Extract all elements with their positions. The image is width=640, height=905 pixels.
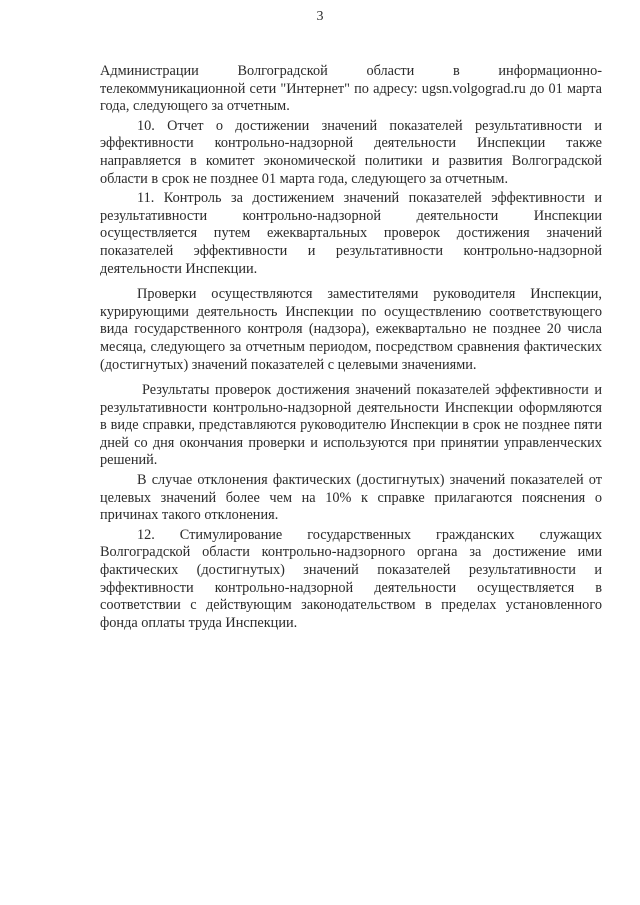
paragraph-inspections: Проверки осуществляются заместителями руководителя Инспекции, курирующими деятельность Инспекции по осуществлению соответствующего вида государственного контроля (надзора), ежеквартально не позднее 20 числа месяца, следующего за отчетным периодом, посредством сравнения фактических (достигнутых) значений показателей с целевыми значениями. bbox=[100, 286, 602, 373]
paragraph-item-12: 12. Стимулирование государственных гражданских служащих Волгоградской области контрольно-надзорного органа за достижение ими фактических (достигнутых) значений показателей результативности и эффективности контрольно-надзорной деятельности осуществляется в соответствии с действующим законодательством в пределах установленного фонда оплаты труда Инспекции. bbox=[100, 526, 602, 631]
paragraph-continuation: Администрации Волгоградской области в информационно-телекоммуникационной сети "Интернет" по адресу: ugsn.volgograd.ru до 01 марта года, следующего за отчетным. bbox=[100, 63, 602, 115]
document-body bbox=[100, 63, 602, 632]
paragraph-inspection-results: Результаты проверок достижения значений показателей эффективности и результативности контрольно-надзорной деятельности Инспекции оформляются в виде справки, представляются руководителю Инспекции в срок не позднее пяти дней со дня окончания проверки и используются при принятии управленческих решений. bbox=[100, 382, 602, 469]
page-number: 3 bbox=[316, 9, 324, 24]
paragraph-deviation: В случае отклонения фактических (достигнутых) значений показателей от целевых значений более чем на 10% к справке прилагаются пояснения о причинах такого отклонения. bbox=[100, 472, 602, 524]
paragraph-item-11: 11. Контроль за достижением значений показателей эффективности и результативности контрольно-надзорной деятельности Инспекции осуществляется путем ежеквартальных проверок достижения значений показателей эффективности и результативности контрольно-надзорной деятельности Инспекции. bbox=[100, 190, 602, 277]
paragraph-item-10: 10. Отчет о достижении значений показателей результативности и эффективности контрольно-надзорной деятельности Инспекции также направляется в комитет экономической политики и развития Волгоградской области в срок не позднее 01 марта года, следующего за отчетным. bbox=[100, 117, 602, 187]
